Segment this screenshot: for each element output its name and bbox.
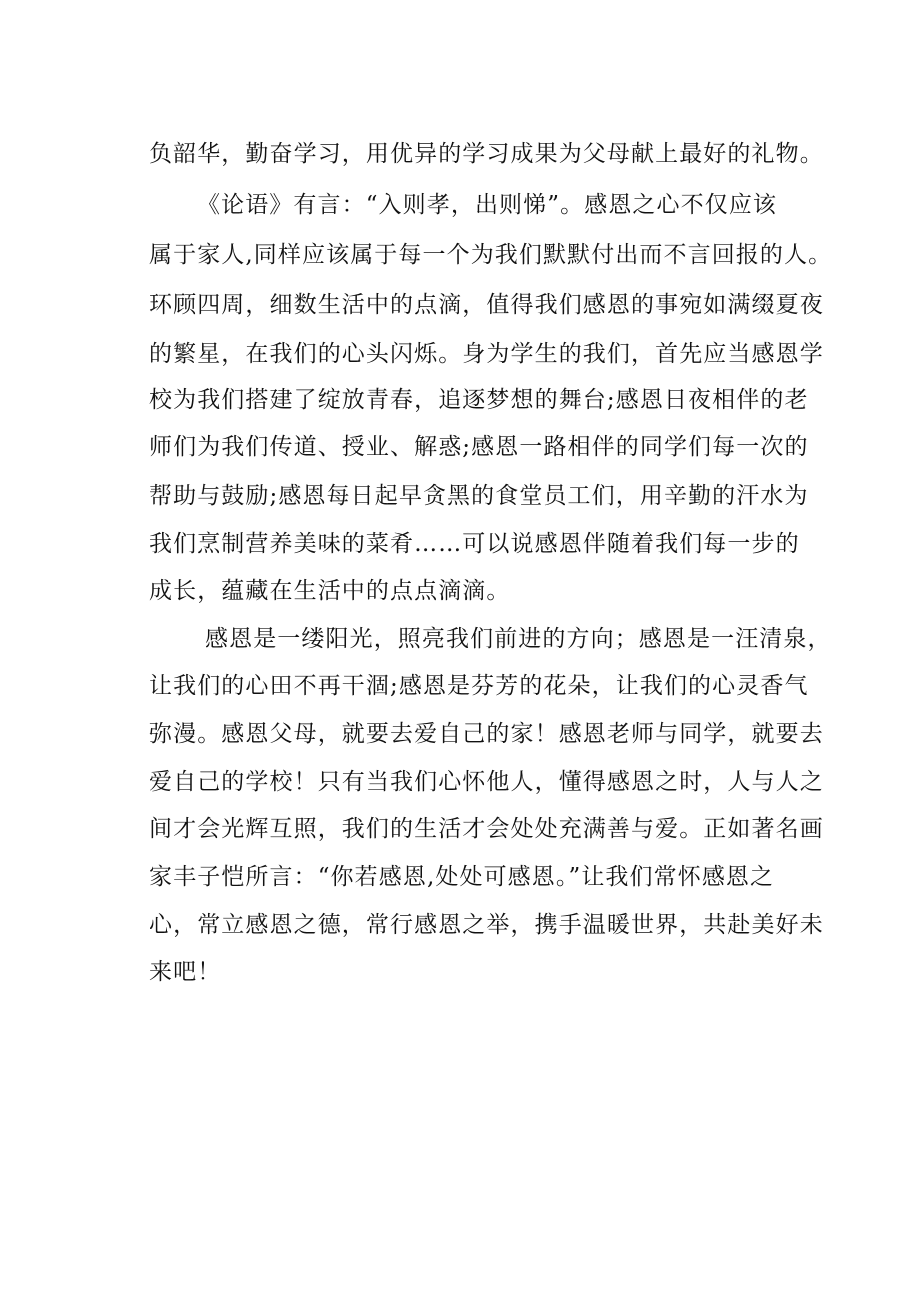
text-line: 弥漫。感恩父母，就要去爱自己的家！感恩老师与同学，就要去 [149,721,824,747]
paragraph-start-line: 感恩是一缕阳光，照亮我们前进的方向；感恩是一汪清泉， [205,626,832,652]
text-line: 环顾四周，细数生活中的点滴，值得我们感恩的事宛如满缀夏夜 [149,292,824,318]
text-line: 我们烹制营养美味的菜肴……可以说感恩伴随着我们每一步的 [149,531,800,557]
text-line: 属于家人,同样应该属于每一个为我们默默付出而不言回报的人。 [149,242,833,268]
text-line: 的繁星，在我们的心头闪烁。身为学生的我们，首先应当感恩学 [149,341,824,367]
text-line: 家丰子恺所言：“你若感恩,处处可感恩。”让我们常怀感恩之 [149,864,775,890]
text-line: 来吧！ [149,959,222,985]
text-line: 师们为我们传道、授业、解惑;感恩一路相伴的同学们每一次的 [149,434,809,460]
text-line: 帮助与鼓励;感恩每日起早贪黑的食堂员工们，用辛勤的汗水为 [149,483,809,509]
text-line: 爱自己的学校！只有当我们心怀他人，懂得感恩之时，人与人之 [149,769,824,795]
text-line: 让我们的心田不再干涸;感恩是芬芳的花朵，让我们的心灵香气 [149,673,809,699]
text-line: 心，常立感恩之德，常行感恩之举，携手温暖世界，共赴美好未 [149,912,824,938]
text-line: 负韶华，勤奋学习，用优异的学习成果为父母献上最好的礼物。 [149,141,824,167]
text-line: 成长，蕴藏在生活中的点点滴滴。 [149,578,511,604]
text-line: 间才会光辉互照，我们的生活才会处处充满善与爱。正如著名画 [149,816,824,842]
text-line: 校为我们搭建了绽放青春，追逐梦想的舞台;感恩日夜相伴的老 [149,387,809,413]
paragraph-start-line: 《论语》有言：“入则孝，出则悌”。感恩之心不仅应该 [197,192,778,218]
